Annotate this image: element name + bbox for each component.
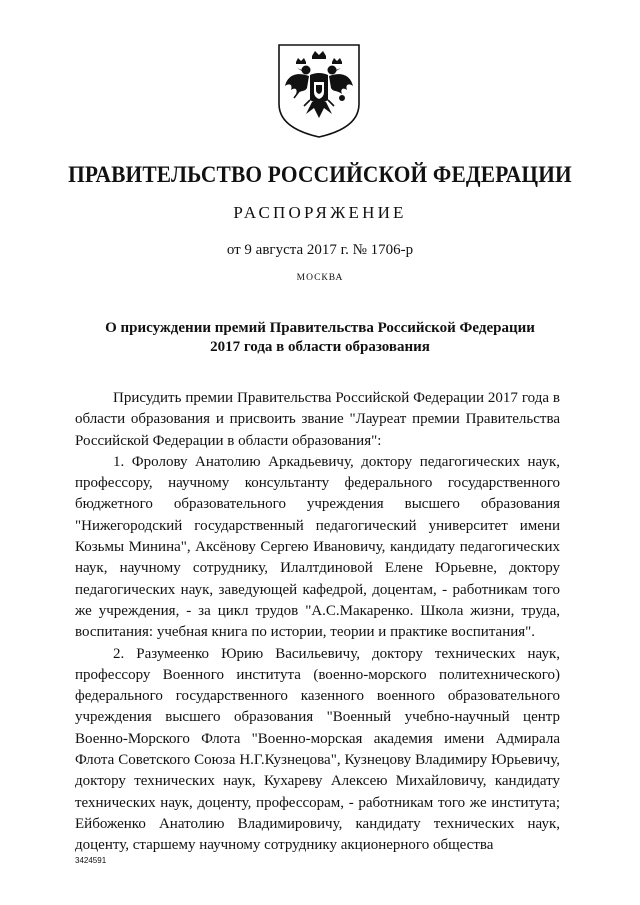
subject-line-2: 2017 года в области образования <box>210 339 430 355</box>
body-paragraph-item-2: 2. Разумеенко Юрию Васильевичу, доктору технических наук, профессору Военного института (военно-морского политехнического) федерального государственного казенного военного образовательного учреждения высшего образования "Военный учебно-научный центр Военно-Морского Флота "Военно-морская академия имени Адмирала Флота Советского Союза Н.Г.Кузнецова", Кузнецову Владимиру Юрьевичу, доктору технических наук, Кухареву Алексею Михайловичу, кандидату технических наук, доценту, профессорам, - работникам того же института; Ейбоженко Анатолию Владимировичу, кандидату технических наук, доценту, старшему научному сотруднику акционерного общества <box>75 645 560 854</box>
russian-double-headed-eagle-icon <box>276 42 362 140</box>
government-title: ПРАВИТЕЛЬСТВО РОССИЙСКОЙ ФЕДЕРАЦИИ <box>68 162 572 187</box>
body-paragraph-intro: Присудить премии Правительства Российской Федерации 2017 года в области образования и присвоить звание "Лауреат премии Правительства Российской Федерации в области образования": <box>75 390 560 449</box>
document-subject <box>0 319 640 357</box>
subject-line-1: О присуждении премий Правительства Российской Федерации <box>105 320 535 336</box>
document-type: РАСПОРЯЖЕНИЕ <box>233 203 407 222</box>
body-paragraph-item-1: 1. Фролову Анатолию Аркадьевичу, доктору педагогических наук, профессору, научному консультанту федерального государственного бюджетного образовательного учреждения высшего образования "Нижегородский государственный педагогический университет имени Козьмы Минина", Аксёнову Сергею Ивановичу, кандидату педагогических наук, научному сотруднику, Илалтдиновой Елене Юрьевне, доктору педагогических наук, заведующей кафедрой, доцентам, - работникам того же учреждения, - за цикл трудов "А.С.Макаренко. Школа жизни, труда, воспитания: учебная книга по истории, теории и практике воспитания". <box>75 453 560 641</box>
document-body <box>75 388 560 857</box>
document-date-number: от 9 августа 2017 г. № 1706-р <box>226 242 414 258</box>
document-id: 3424591 <box>75 856 107 865</box>
document-city: МОСКВА <box>296 273 344 283</box>
